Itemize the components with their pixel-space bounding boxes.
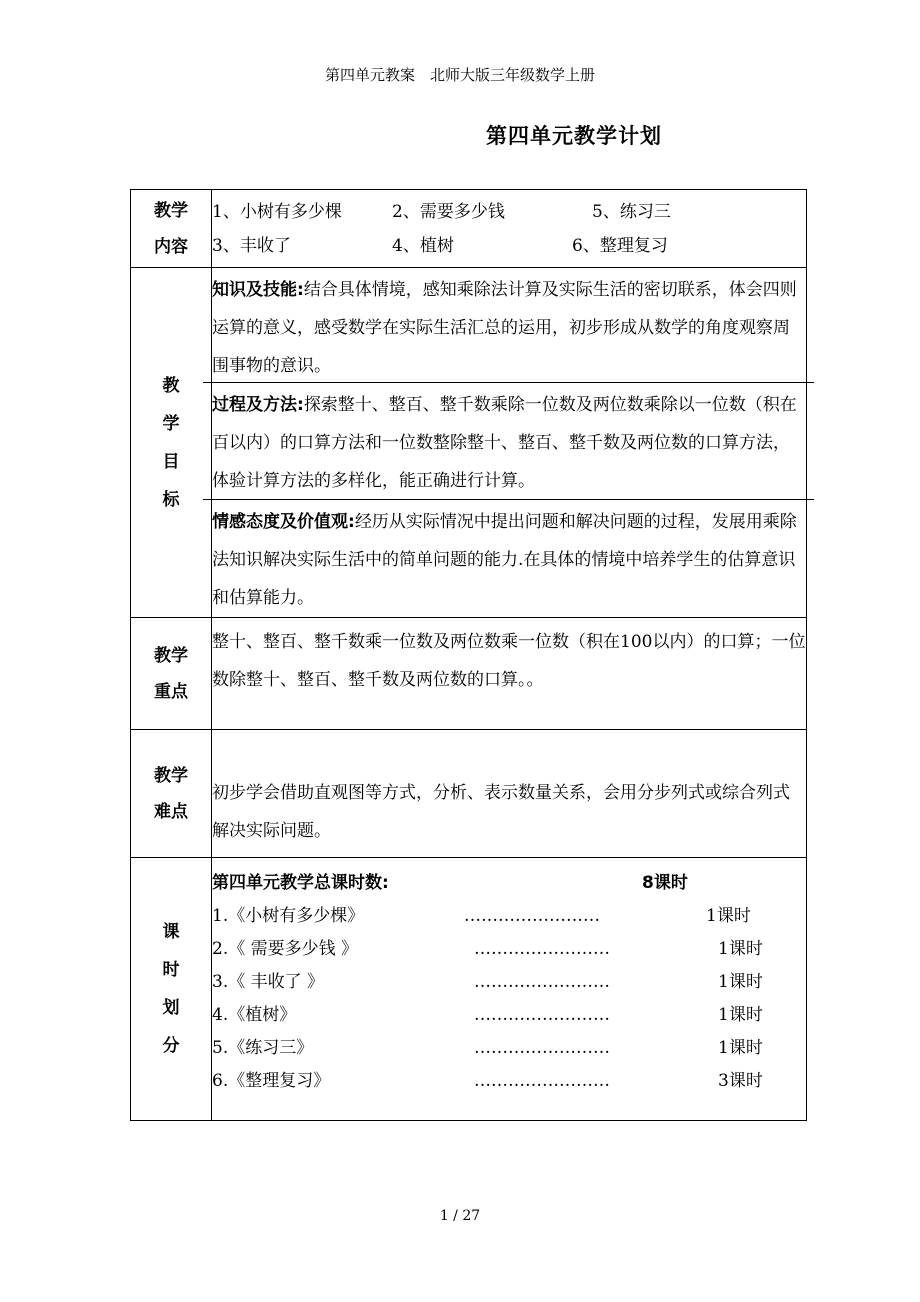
goal-process: 过程及方法:探索整十、整百、整千数乘除一位数及两位数乘除以一位数（积在百以内）的口算方法和一位数整除整十、整百、整千数及两位数的口算方法，体验计算方法的多样化，能正确进行计算。 [212, 395, 797, 491]
label-schedule: 课 时 划 分 [131, 858, 212, 1121]
lesson-item: 6、整理复习 [572, 235, 668, 256]
content-cell [212, 190, 807, 268]
lesson-item: 1、小树有多少棵 [212, 201, 342, 222]
row-difficulties [131, 730, 807, 858]
label-goals: 教 学 目 标 [131, 268, 212, 618]
goals-cell [212, 268, 807, 618]
lesson-item: 4、植树 [392, 235, 454, 256]
lesson-item: 5、练习三 [592, 201, 671, 222]
schedule-total: 第四单元教学总课时数: 8课时 [212, 873, 688, 893]
key-points-cell [212, 618, 807, 730]
page-title: 第四单元教学计划 [486, 124, 662, 148]
difficulties-cell [212, 730, 807, 858]
row-schedule [131, 858, 807, 1121]
content-line-2 [212, 229, 806, 263]
row-goals [131, 268, 807, 618]
page-number: 1 / 27 [439, 1208, 481, 1224]
row-content [131, 190, 807, 268]
goal-knowledge: 知识及技能:结合具体情境，感知乘除法计算及实际生活的密切联系，体会四则运算的意义，感受数学在实际生活汇总的运用，初步形成从数学的角度观察周围事物的意识。 [212, 280, 797, 376]
label-key-points: 教学 重点 [131, 618, 212, 730]
lesson-item: 3、丰收了 [212, 235, 291, 256]
lesson-item: 2、需要多少钱 [392, 201, 505, 222]
page-header: 第四单元教案 北师大版三年级数学上册 [324, 66, 595, 84]
teaching-plan-table [130, 189, 807, 1121]
schedule-row: 4.《植树》 …………………… 1课时 [212, 1005, 763, 1025]
schedule-row: 6.《整理复习》 …………………… 3课时 [212, 1071, 763, 1091]
schedule-row: 2.《 需要多少钱 》 …………………… 1课时 [212, 939, 763, 959]
goal-emotion: 情感态度及价值观:经历从实际情况中提出问题和解决问题的过程，发展用乘除法知识解决实际生活中的简单问题的能力.在具体的情境中培养学生的估算意识和估算能力。 [212, 512, 797, 608]
row-key-points [131, 618, 807, 730]
schedule-row: 5.《练习三》 …………………… 1课时 [212, 1038, 763, 1058]
key-points-text: 整十、整百、整千数乘一位数及两位数乘一位数（积在100以内）的口算；一位数除整十、整百、整千数及两位数的口算。。 [212, 632, 806, 690]
label-content: 教学 内容 [131, 190, 212, 268]
label-difficulties: 教学 难点 [131, 730, 212, 858]
content-line-1 [212, 195, 806, 229]
difficulties-text: 初步学会借助直观图等方式，分析、表示数量关系，会用分步列式或综合列式解决实际问题。 [212, 783, 790, 841]
schedule-row: 3.《 丰收了 》 …………………… 1课时 [212, 972, 763, 992]
schedule-cell [212, 858, 807, 1121]
schedule-row: 1.《小树有多少棵》 …………………… 1课时 [212, 906, 751, 926]
